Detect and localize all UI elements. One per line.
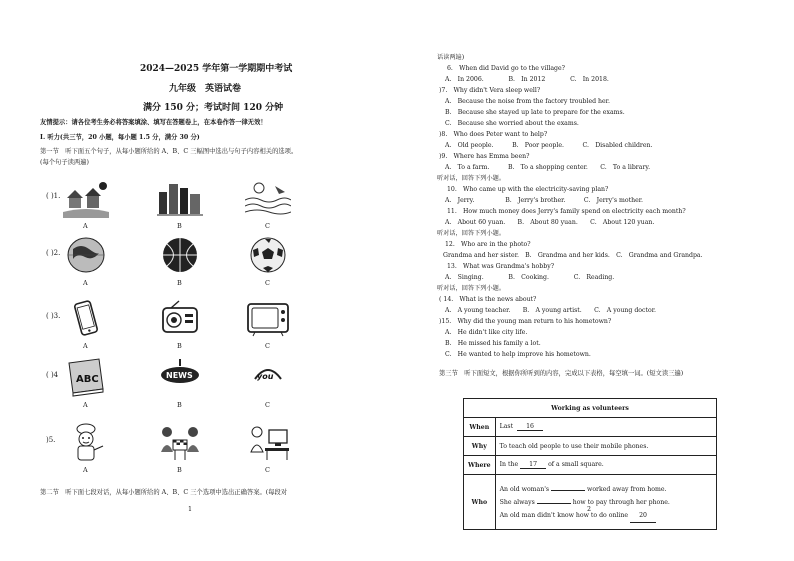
question-line: C. Because she worried about the exams. bbox=[445, 120, 579, 127]
where-pre: In the bbox=[499, 461, 519, 468]
page-number: 2 bbox=[587, 506, 592, 513]
right-page bbox=[397, 0, 794, 561]
where-key: Where bbox=[464, 456, 496, 475]
computer-user-icon bbox=[245, 422, 291, 462]
who-line1-a: An old woman's bbox=[499, 485, 550, 493]
option-label: C bbox=[265, 401, 270, 409]
score-line: 满分 150 分；考试时间 120 分钟 bbox=[143, 103, 284, 113]
blank-16: 16 bbox=[517, 423, 543, 431]
option-label: A bbox=[83, 279, 88, 287]
option-label: A bbox=[83, 222, 88, 230]
table-row bbox=[464, 456, 717, 475]
option-label: B bbox=[177, 342, 182, 350]
question-line: A. Old people. B. Poor people. C. Disabled children. bbox=[445, 142, 653, 149]
question-line: 听对话，回答下列小题。 bbox=[437, 230, 506, 237]
question-number: ( )3. bbox=[46, 312, 61, 320]
who-line3-a: An old man didn't know how to do online bbox=[499, 511, 629, 519]
page-number: 1 bbox=[188, 506, 193, 513]
news-logo-icon bbox=[157, 357, 203, 397]
where-value bbox=[495, 456, 716, 475]
option-label: A bbox=[83, 466, 88, 474]
mobile-phone-icon bbox=[63, 298, 109, 338]
when-key: When bbox=[464, 418, 496, 437]
question-line: )7. Why didn't Vera sleep well? bbox=[439, 87, 541, 94]
option-label: C bbox=[265, 279, 270, 287]
question-line: 12. Who are in the photo? bbox=[445, 241, 531, 248]
globe-icon bbox=[63, 235, 109, 275]
option-label: B bbox=[177, 222, 182, 230]
soccer-ball-icon bbox=[245, 235, 291, 275]
part1-heading: I. 听力(共三节，20 小题，每小题 1.5 分，满分 30 分) bbox=[40, 134, 200, 141]
svg-text:you: you bbox=[257, 372, 274, 381]
who-value bbox=[495, 475, 716, 530]
question-line: 听对话，回答下列小题。 bbox=[437, 285, 506, 292]
blank-18 bbox=[551, 490, 585, 491]
why-value: To teach old people to use their mobile phones. bbox=[495, 437, 716, 456]
question-number: )5. bbox=[46, 436, 56, 444]
question-line: 11. How much money does Jerry's family spend on electricity each month? bbox=[447, 208, 686, 215]
section2-instruction: 第二节 听下面七段对话，从每小题所给的 A、B、C 三个选项中选出正确答案。(每段对 bbox=[40, 489, 288, 496]
option-label: A bbox=[83, 401, 88, 409]
question-line: )9. Where has Emma been? bbox=[439, 153, 530, 160]
blank-20: 20 bbox=[630, 509, 656, 523]
who-key: Who bbox=[464, 475, 496, 530]
question-line: ( 14. What is the news about? bbox=[439, 296, 537, 303]
when-pre: Last bbox=[499, 423, 514, 430]
svg-text:NEWS: NEWS bbox=[166, 371, 193, 380]
question-line: A. Because the noise from the factory troubled her. bbox=[445, 98, 610, 105]
option-label: C bbox=[265, 342, 270, 350]
question-line: A. In 2006. B. In 2012 C. In 2018. bbox=[445, 76, 609, 83]
question-line: A. A young teacher. B. A young artist. C. A young doctor. bbox=[445, 307, 656, 314]
who-line2-a: She always bbox=[499, 498, 535, 506]
section1-instruction: 第一节 听下面五个句子，从每小题所给的 A、B、C 三幅图中选出与句子内容相关的选项。 bbox=[40, 148, 298, 155]
exam-subtitle: 九年级 英语试卷 bbox=[169, 84, 242, 94]
table-row bbox=[464, 437, 717, 456]
question-number: ( )1. bbox=[46, 192, 61, 200]
blank-17: 17 bbox=[520, 461, 546, 469]
notice: 友情提示：请各位考生务必将答案填涂、填写在答题卷上，在本卷作答一律无效！ bbox=[40, 119, 267, 126]
section1-note: (每个句子读两遍) bbox=[40, 159, 89, 166]
blank-19 bbox=[537, 503, 571, 504]
question-line: Grandma and her sister. B. Grandma and her kids. C. Grandma and Grandpa. bbox=[443, 252, 703, 259]
city-buildings-icon bbox=[157, 178, 203, 218]
option-label: B bbox=[177, 401, 182, 409]
option-label: B bbox=[177, 466, 182, 474]
where-post: of a small square. bbox=[548, 461, 604, 468]
question-number: ( )2. bbox=[46, 249, 61, 257]
table-heading: Working as volunteers bbox=[464, 399, 717, 418]
chef-icon bbox=[63, 422, 109, 462]
option-label: B bbox=[177, 279, 182, 287]
question-line: 6. When did David go to the village? bbox=[447, 65, 565, 72]
question-line: A. He didn't like city life. bbox=[445, 329, 528, 336]
question-line: )8. Who does Peter want to help? bbox=[439, 131, 548, 138]
exam-title: 2024—2025 学年第一学期期中考试 bbox=[140, 64, 293, 74]
svg-text:ABC: ABC bbox=[76, 374, 99, 385]
question-line: C. He wanted to help improve his hometown. bbox=[445, 351, 591, 358]
abc-book-icon bbox=[63, 357, 109, 397]
table-row bbox=[464, 418, 717, 437]
why-key: Why bbox=[464, 437, 496, 456]
question-line: 听对话，回答下列小题。 bbox=[437, 175, 506, 182]
table-row bbox=[464, 475, 717, 530]
radio-icon bbox=[157, 298, 203, 338]
question-line: 话读两遍) bbox=[437, 54, 465, 61]
question-line: A. To a farm. B. To a shopping center. C. To a library. bbox=[445, 164, 651, 171]
youyou-english-logo-icon bbox=[245, 357, 291, 397]
option-label: C bbox=[265, 222, 270, 230]
village-scene-icon bbox=[63, 178, 109, 218]
question-number: ( )4 bbox=[46, 371, 59, 379]
question-line: 13. What was Grandma's hobby? bbox=[447, 263, 555, 270]
question-line: A. About 60 yuan. B. About 80 yuan. C. About 120 yuan. bbox=[445, 219, 655, 226]
question-line: 10. Who came up with the electricity-saving plan? bbox=[447, 186, 609, 193]
basketball-icon bbox=[157, 235, 203, 275]
television-icon bbox=[245, 298, 291, 338]
question-line: A. Jerry. B. Jerry's brother. C. Jerry's mother. bbox=[445, 197, 643, 204]
question-line: A. Singing. B. Cooking. C. Reading. bbox=[445, 274, 615, 281]
option-label: A bbox=[83, 342, 88, 350]
who-line1-b: worked away from home. bbox=[587, 485, 667, 493]
section3-instruction: 第三节 听下面短文，根据你所听到的内容，完成以下表格，每空填一词。(短文读三遍) bbox=[439, 370, 684, 377]
seaside-scene-icon bbox=[245, 178, 291, 218]
chess-players-icon bbox=[157, 422, 203, 462]
who-line2-b: how to pay through her phone. bbox=[572, 498, 670, 506]
question-line: )15. Why did the young man return to his hometown? bbox=[439, 318, 612, 325]
when-value bbox=[495, 418, 716, 437]
question-line: B. Because she stayed up late to prepare for the exams. bbox=[445, 109, 625, 116]
option-label: C bbox=[265, 466, 270, 474]
question-line: B. He missed his family a lot. bbox=[445, 340, 541, 347]
